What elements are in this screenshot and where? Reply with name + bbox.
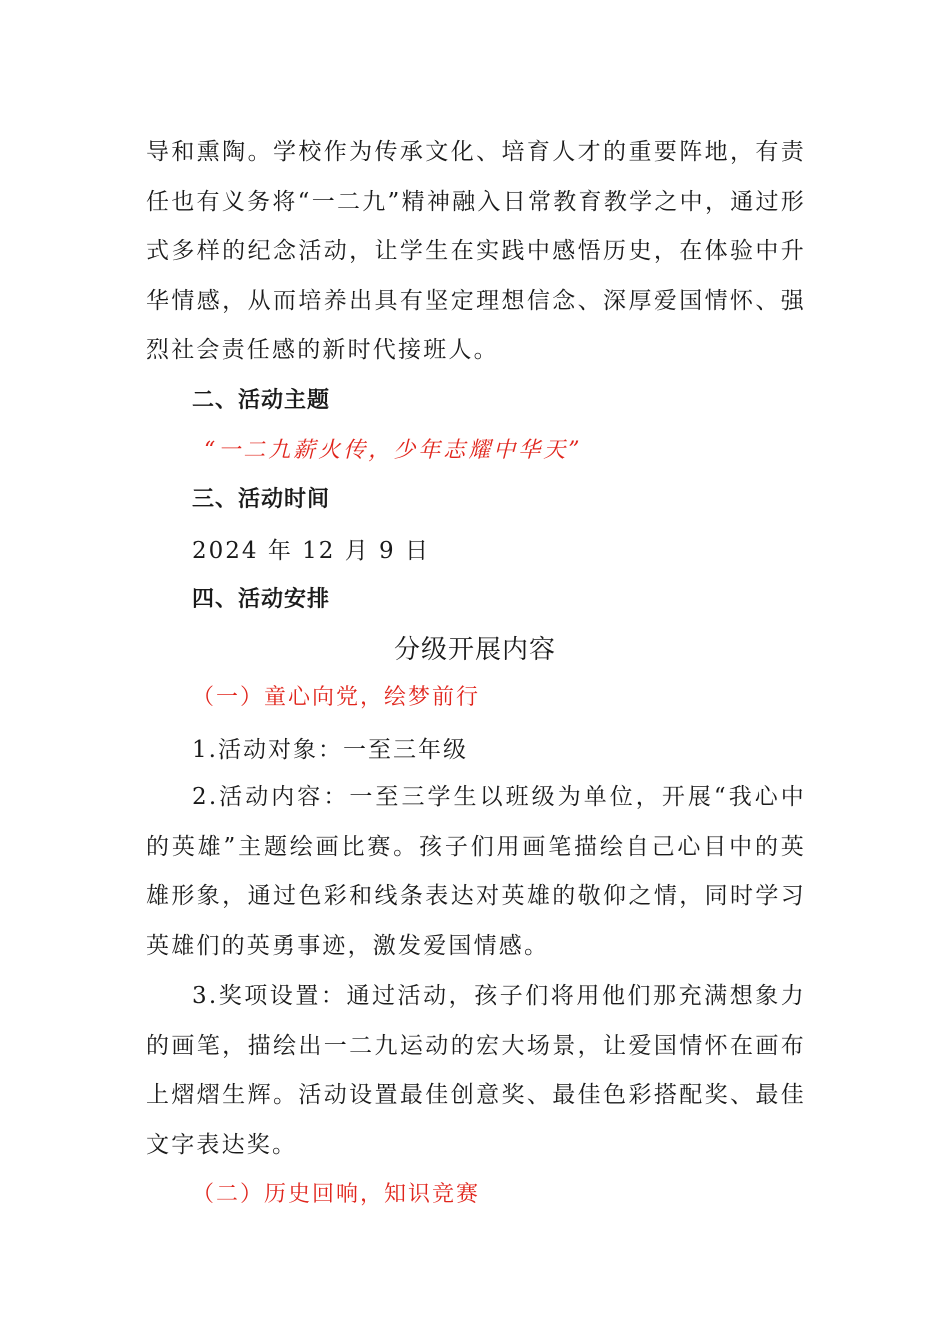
part1-content: 2.活动内容：一至三学生以班级为单位，开展“我心中的英雄”主题绘画比赛。孩子们用画笔描绘自己心目中的英雄形象，通过色彩和线条表达对英雄的敬仰之情，同时学习英雄们的英勇事迹，激发爱国情感。 xyxy=(146,784,806,959)
content-title: 分级开展内容 xyxy=(393,635,556,665)
activity-theme-text: “一二九薪火传，少年志耀中华天” xyxy=(204,438,583,463)
part2-subheading: （二）历史回响，知识竞赛 xyxy=(192,1182,481,1207)
intro-paragraph: 导和熏陶。学校作为传承文化、培育人才的重要阵地，有责任也有义务将“一二九”精神融入日常教育教学之中，通过形式多样的纪念活动，让学生在实践中感悟历史，在体验中升华情感，从而培养出具有坚定理想信念、深厚爱国情怀、强烈社会责任感的新时代接班人。 xyxy=(146,139,806,363)
section-heading-theme: 二、活动主题 xyxy=(192,388,331,413)
part1-subheading: （一）童心向党，绘梦前行 xyxy=(192,685,481,710)
section-heading-arrangement: 四、活动安排 xyxy=(192,587,331,612)
section-heading-time: 三、活动时间 xyxy=(192,487,331,512)
part1-awards: 3.奖项设置：通过活动，孩子们将用他们那充满想象力的画笔，描绘出一二九运动的宏大场景，让爱国情怀在画布上熠熠生辉。活动设置最佳创意奖、最佳色彩搭配奖、最佳文字表达奖。 xyxy=(146,983,806,1158)
part1-target: 1.活动对象：一至三年级 xyxy=(192,737,468,763)
activity-date: 2024 年 12 月 9 日 xyxy=(192,538,430,564)
